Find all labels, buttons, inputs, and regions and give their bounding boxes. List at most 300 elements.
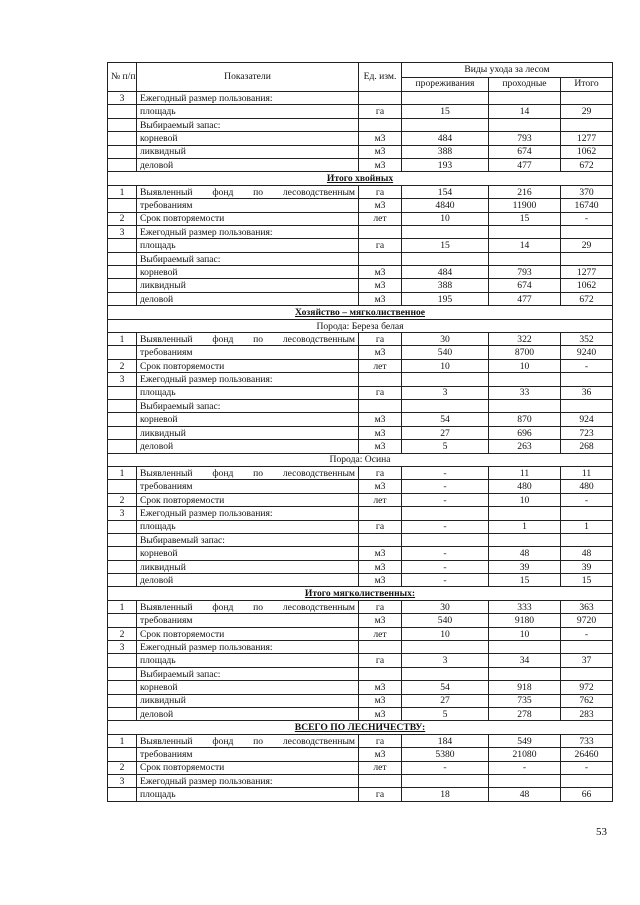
thinning-value-cell: 27 xyxy=(402,694,489,707)
unit-cell: м3 xyxy=(359,574,402,587)
total-value-cell xyxy=(561,399,613,412)
table-row xyxy=(108,493,613,506)
indicator-cell: Выявленный фонд по лесоводственным xyxy=(137,466,359,479)
total-value-cell: 29 xyxy=(561,105,613,118)
total-value-cell: 66 xyxy=(561,788,613,801)
unit-cell: м3 xyxy=(359,413,402,426)
row-number-cell: 1 xyxy=(108,600,137,613)
table-row xyxy=(108,185,613,198)
row-number-cell xyxy=(108,105,137,118)
unit-cell: м3 xyxy=(359,547,402,560)
unit-cell xyxy=(359,92,402,105)
unit-cell: м3 xyxy=(359,199,402,212)
thinning-value-cell xyxy=(402,92,489,105)
row-number-cell: 1 xyxy=(108,185,137,198)
unit-cell xyxy=(359,507,402,520)
total-value-cell: 29 xyxy=(561,239,613,252)
passing-value-cell: 48 xyxy=(489,788,561,801)
unit-cell: м3 xyxy=(359,158,402,171)
passing-value-cell: 33 xyxy=(489,386,561,399)
passing-value-cell: 48 xyxy=(489,547,561,560)
unit-cell: га xyxy=(359,239,402,252)
passing-value-cell: 34 xyxy=(489,654,561,667)
total-value-cell: 283 xyxy=(561,707,613,720)
table-row xyxy=(108,748,613,761)
row-number-cell xyxy=(108,480,137,493)
total-value-cell: 36 xyxy=(561,386,613,399)
subsection-heading-row xyxy=(108,453,613,466)
passing-value-cell: 14 xyxy=(489,239,561,252)
passing-value-cell: 918 xyxy=(489,681,561,694)
row-number-cell xyxy=(108,118,137,131)
passing-value-cell: 21080 xyxy=(489,748,561,761)
table-row xyxy=(108,118,613,131)
passing-value-cell: 322 xyxy=(489,333,561,346)
total-value-cell xyxy=(561,667,613,680)
unit-cell: га xyxy=(359,185,402,198)
total-value-cell: 672 xyxy=(561,158,613,171)
indicator-cell: площадь xyxy=(137,654,359,667)
total-value-cell: 1277 xyxy=(561,132,613,145)
thinning-value-cell: 388 xyxy=(402,279,489,292)
total-value-cell: 9720 xyxy=(561,614,613,627)
thinning-value-cell xyxy=(402,252,489,265)
indicator-cell: площадь xyxy=(137,520,359,533)
thinning-value-cell: 4840 xyxy=(402,199,489,212)
table-row xyxy=(108,533,613,546)
passing-value-cell: 477 xyxy=(489,158,561,171)
indicator-cell: Выявленный фонд по лесоводственным xyxy=(137,185,359,198)
section-heading-row xyxy=(108,306,613,319)
thinning-value-cell: 184 xyxy=(402,734,489,747)
table-row xyxy=(108,359,613,372)
indicator-cell: площадь xyxy=(137,105,359,118)
table-row xyxy=(108,105,613,118)
row-number-cell: 1 xyxy=(108,466,137,479)
passing-value-cell xyxy=(489,641,561,654)
indicator-cell: требованиям xyxy=(137,346,359,359)
header-total: Итого xyxy=(561,77,613,92)
row-number-cell xyxy=(108,266,137,279)
row-number-cell: 3 xyxy=(108,774,137,787)
total-value-cell: 762 xyxy=(561,694,613,707)
table-row xyxy=(108,761,613,774)
total-value-cell: 972 xyxy=(561,681,613,694)
row-number-cell: 3 xyxy=(108,641,137,654)
indicator-cell: Выбиравемый запас: xyxy=(137,533,359,546)
unit-cell xyxy=(359,774,402,787)
indicator-cell: деловой xyxy=(137,158,359,171)
unit-cell xyxy=(359,373,402,386)
indicator-cell: Ежегодный размер пользования: xyxy=(137,641,359,654)
total-value-cell: 37 xyxy=(561,654,613,667)
passing-value-cell: 8700 xyxy=(489,346,561,359)
row-number-cell xyxy=(108,252,137,265)
unit-cell: га xyxy=(359,466,402,479)
thinning-value-cell: 30 xyxy=(402,600,489,613)
total-value-cell: 352 xyxy=(561,333,613,346)
total-value-cell xyxy=(561,641,613,654)
unit-cell: м3 xyxy=(359,748,402,761)
table-row xyxy=(108,614,613,627)
passing-value-cell xyxy=(489,92,561,105)
indicator-cell: ликвидный xyxy=(137,279,359,292)
indicator-cell: корневой xyxy=(137,132,359,145)
unit-cell: м3 xyxy=(359,266,402,279)
unit-cell: м3 xyxy=(359,560,402,573)
table-row xyxy=(108,413,613,426)
passing-value-cell: 10 xyxy=(489,493,561,506)
indicator-cell: Срок повторяемости xyxy=(137,627,359,640)
thinning-value-cell: 10 xyxy=(402,627,489,640)
header-passing: проходные xyxy=(489,77,561,92)
thinning-value-cell: - xyxy=(402,547,489,560)
thinning-value-cell: - xyxy=(402,761,489,774)
row-number-cell xyxy=(108,667,137,680)
row-number-cell: 2 xyxy=(108,627,137,640)
total-value-cell xyxy=(561,118,613,131)
unit-cell: лет xyxy=(359,627,402,640)
total-value-cell: 268 xyxy=(561,440,613,453)
table-row xyxy=(108,667,613,680)
header-thinning: прореживания xyxy=(402,77,489,92)
indicator-cell: требованиям xyxy=(137,748,359,761)
thinning-value-cell: 10 xyxy=(402,212,489,225)
indicator-cell: площадь xyxy=(137,386,359,399)
header-num: № п/п xyxy=(108,63,137,92)
indicator-cell: деловой xyxy=(137,292,359,305)
thinning-value-cell: 5 xyxy=(402,440,489,453)
passing-value-cell: 333 xyxy=(489,600,561,613)
table-row xyxy=(108,426,613,439)
thinning-value-cell xyxy=(402,507,489,520)
row-number-cell: 1 xyxy=(108,734,137,747)
row-number-cell xyxy=(108,788,137,801)
table-row xyxy=(108,132,613,145)
thinning-value-cell: 540 xyxy=(402,614,489,627)
passing-value-cell: 480 xyxy=(489,480,561,493)
total-value-cell: 39 xyxy=(561,560,613,573)
unit-cell: м3 xyxy=(359,145,402,158)
passing-value-cell: 674 xyxy=(489,145,561,158)
header-unit: Ед. изм. xyxy=(359,63,402,92)
row-number-cell xyxy=(108,346,137,359)
total-value-cell: - xyxy=(561,359,613,372)
unit-cell: га xyxy=(359,520,402,533)
row-number-cell xyxy=(108,279,137,292)
table-row xyxy=(108,641,613,654)
thinning-value-cell: - xyxy=(402,560,489,573)
row-number-cell: 2 xyxy=(108,761,137,774)
passing-value-cell xyxy=(489,118,561,131)
thinning-value-cell: - xyxy=(402,574,489,587)
total-value-cell xyxy=(561,373,613,386)
table-row xyxy=(108,199,613,212)
total-value-cell: 723 xyxy=(561,426,613,439)
table-row xyxy=(108,654,613,667)
total-value-cell: 1277 xyxy=(561,266,613,279)
unit-cell: га xyxy=(359,734,402,747)
unit-cell: га xyxy=(359,386,402,399)
passing-value-cell xyxy=(489,373,561,386)
section-heading-row xyxy=(108,587,613,600)
total-value-cell: 480 xyxy=(561,480,613,493)
row-number-cell xyxy=(108,132,137,145)
table-row xyxy=(108,346,613,359)
indicator-cell: Выбираемый запас: xyxy=(137,667,359,680)
thinning-value-cell: 540 xyxy=(402,346,489,359)
passing-value-cell: - xyxy=(489,761,561,774)
total-value-cell: 26460 xyxy=(561,748,613,761)
passing-value-cell: 477 xyxy=(489,292,561,305)
subsection-heading-row xyxy=(108,319,613,332)
thinning-value-cell: 54 xyxy=(402,681,489,694)
unit-cell xyxy=(359,118,402,131)
thinning-value-cell: 15 xyxy=(402,105,489,118)
thinning-value-cell: 484 xyxy=(402,132,489,145)
row-number-cell xyxy=(108,694,137,707)
total-value-cell: 16740 xyxy=(561,199,613,212)
passing-value-cell xyxy=(489,667,561,680)
passing-value-cell: 549 xyxy=(489,734,561,747)
passing-value-cell: 735 xyxy=(489,694,561,707)
section-title: ВСЕГО ПО ЛЕСНИЧЕСТВУ: xyxy=(108,721,613,734)
table-row xyxy=(108,600,613,613)
row-number-cell xyxy=(108,748,137,761)
passing-value-cell: 793 xyxy=(489,132,561,145)
unit-cell: м3 xyxy=(359,426,402,439)
table-row xyxy=(108,480,613,493)
thinning-value-cell: 195 xyxy=(402,292,489,305)
table-row xyxy=(108,788,613,801)
row-number-cell xyxy=(108,574,137,587)
total-value-cell: 363 xyxy=(561,600,613,613)
passing-value-cell xyxy=(489,399,561,412)
unit-cell: м3 xyxy=(359,440,402,453)
thinning-value-cell: 10 xyxy=(402,359,489,372)
table-row xyxy=(108,560,613,573)
unit-cell xyxy=(359,399,402,412)
passing-value-cell: 10 xyxy=(489,359,561,372)
passing-value-cell xyxy=(489,225,561,238)
thinning-value-cell: 3 xyxy=(402,386,489,399)
total-value-cell: 11 xyxy=(561,466,613,479)
row-number-cell: 2 xyxy=(108,359,137,372)
unit-cell: га xyxy=(359,654,402,667)
row-number-cell xyxy=(108,158,137,171)
row-number-cell xyxy=(108,560,137,573)
passing-value-cell: 15 xyxy=(489,212,561,225)
indicator-cell: Срок повторяемости xyxy=(137,212,359,225)
total-value-cell: 370 xyxy=(561,185,613,198)
unit-cell: м3 xyxy=(359,694,402,707)
table-row xyxy=(108,279,613,292)
table-row xyxy=(108,373,613,386)
indicator-cell: корневой xyxy=(137,547,359,560)
unit-cell: м3 xyxy=(359,707,402,720)
indicator-cell: корневой xyxy=(137,266,359,279)
thinning-value-cell: 3 xyxy=(402,654,489,667)
unit-cell: га xyxy=(359,105,402,118)
unit-cell xyxy=(359,252,402,265)
table-row xyxy=(108,466,613,479)
passing-value-cell: 696 xyxy=(489,426,561,439)
section-title: Итого хвойных xyxy=(108,172,613,185)
table-row xyxy=(108,440,613,453)
table-row xyxy=(108,734,613,747)
table-row xyxy=(108,92,613,105)
unit-cell: м3 xyxy=(359,681,402,694)
row-number-cell xyxy=(108,292,137,305)
indicator-cell: площадь xyxy=(137,788,359,801)
unit-cell: м3 xyxy=(359,614,402,627)
indicator-cell: Выявленный фонд по лесоводственным xyxy=(137,600,359,613)
total-value-cell xyxy=(561,507,613,520)
passing-value-cell: 10 xyxy=(489,627,561,640)
row-number-cell xyxy=(108,547,137,560)
total-value-cell xyxy=(561,533,613,546)
indicator-cell: корневой xyxy=(137,681,359,694)
thinning-value-cell xyxy=(402,641,489,654)
indicator-cell: Ежегодный размер пользования: xyxy=(137,225,359,238)
table-header-row-1 xyxy=(108,63,613,78)
indicator-cell: Выбираемый запас: xyxy=(137,252,359,265)
thinning-value-cell: 193 xyxy=(402,158,489,171)
passing-value-cell: 9180 xyxy=(489,614,561,627)
thinning-value-cell: 154 xyxy=(402,185,489,198)
table-row xyxy=(108,507,613,520)
thinning-value-cell xyxy=(402,399,489,412)
indicator-cell: Срок повторяемости xyxy=(137,359,359,372)
passing-value-cell: 793 xyxy=(489,266,561,279)
row-number-cell xyxy=(108,440,137,453)
passing-value-cell xyxy=(489,533,561,546)
unit-cell: м3 xyxy=(359,480,402,493)
indicator-cell: Ежегодный размер пользования: xyxy=(137,373,359,386)
unit-cell xyxy=(359,225,402,238)
thinning-value-cell: 5 xyxy=(402,707,489,720)
table-row xyxy=(108,333,613,346)
table-row xyxy=(108,225,613,238)
unit-cell: лет xyxy=(359,761,402,774)
total-value-cell xyxy=(561,774,613,787)
unit-cell: м3 xyxy=(359,346,402,359)
thinning-value-cell: 388 xyxy=(402,145,489,158)
indicator-cell: ликвидный xyxy=(137,426,359,439)
total-value-cell: - xyxy=(561,761,613,774)
table-row xyxy=(108,774,613,787)
row-number-cell xyxy=(108,386,137,399)
indicator-cell: требованиям xyxy=(137,614,359,627)
passing-value-cell: 11900 xyxy=(489,199,561,212)
total-value-cell: - xyxy=(561,493,613,506)
total-value-cell: 1 xyxy=(561,520,613,533)
thinning-value-cell: 27 xyxy=(402,426,489,439)
total-value-cell: 733 xyxy=(561,734,613,747)
unit-cell: лет xyxy=(359,359,402,372)
thinning-value-cell: 54 xyxy=(402,413,489,426)
unit-cell: м3 xyxy=(359,279,402,292)
passing-value-cell xyxy=(489,774,561,787)
forest-care-table xyxy=(107,62,613,802)
indicator-cell: Ежегодный размер пользования: xyxy=(137,507,359,520)
row-number-cell xyxy=(108,413,137,426)
row-number-cell xyxy=(108,654,137,667)
passing-value-cell xyxy=(489,252,561,265)
indicator-cell: площадь xyxy=(137,239,359,252)
header-care-types: Виды ухода за лесом xyxy=(402,63,613,78)
thinning-value-cell: 15 xyxy=(402,239,489,252)
total-value-cell: - xyxy=(561,212,613,225)
thinning-value-cell: 18 xyxy=(402,788,489,801)
unit-cell: лет xyxy=(359,493,402,506)
table-row xyxy=(108,627,613,640)
unit-cell: га xyxy=(359,600,402,613)
row-number-cell: 3 xyxy=(108,373,137,386)
table-row xyxy=(108,158,613,171)
subsection-title: Порода: Осина xyxy=(108,453,613,466)
row-number-cell: 2 xyxy=(108,212,137,225)
unit-cell xyxy=(359,641,402,654)
row-number-cell xyxy=(108,399,137,412)
passing-value-cell: 39 xyxy=(489,560,561,573)
unit-cell: лет xyxy=(359,212,402,225)
thinning-value-cell: - xyxy=(402,520,489,533)
table-row xyxy=(108,239,613,252)
unit-cell: га xyxy=(359,788,402,801)
total-value-cell: 672 xyxy=(561,292,613,305)
thinning-value-cell: 30 xyxy=(402,333,489,346)
table-row xyxy=(108,386,613,399)
total-value-cell: - xyxy=(561,627,613,640)
table-row xyxy=(108,252,613,265)
indicator-cell: Срок повторяемости xyxy=(137,493,359,506)
section-title: Итого мягколиственных: xyxy=(108,587,613,600)
indicator-cell: Выбираемый запас: xyxy=(137,118,359,131)
row-number-cell xyxy=(108,145,137,158)
row-number-cell xyxy=(108,426,137,439)
unit-cell: м3 xyxy=(359,132,402,145)
table-row xyxy=(108,212,613,225)
table-row xyxy=(108,547,613,560)
thinning-value-cell: - xyxy=(402,466,489,479)
total-value-cell xyxy=(561,92,613,105)
passing-value-cell: 11 xyxy=(489,466,561,479)
indicator-cell: корневой xyxy=(137,413,359,426)
indicator-cell: деловой xyxy=(137,574,359,587)
row-number-cell: 1 xyxy=(108,333,137,346)
passing-value-cell: 674 xyxy=(489,279,561,292)
indicator-cell: Выбираемый запас: xyxy=(137,399,359,412)
table-row xyxy=(108,292,613,305)
thinning-value-cell xyxy=(402,667,489,680)
table-row xyxy=(108,266,613,279)
table-row xyxy=(108,399,613,412)
total-value-cell: 1062 xyxy=(561,279,613,292)
thinning-value-cell: - xyxy=(402,493,489,506)
passing-value-cell xyxy=(489,507,561,520)
row-number-cell: 3 xyxy=(108,225,137,238)
passing-value-cell: 278 xyxy=(489,707,561,720)
section-heading-row xyxy=(108,172,613,185)
indicator-cell: Ежегодный размер пользования: xyxy=(137,774,359,787)
section-title: Хозяйство – мягколиственное xyxy=(108,306,613,319)
table-row xyxy=(108,145,613,158)
row-number-cell xyxy=(108,681,137,694)
page-number: 53 xyxy=(596,826,607,838)
total-value-cell xyxy=(561,225,613,238)
total-value-cell: 15 xyxy=(561,574,613,587)
